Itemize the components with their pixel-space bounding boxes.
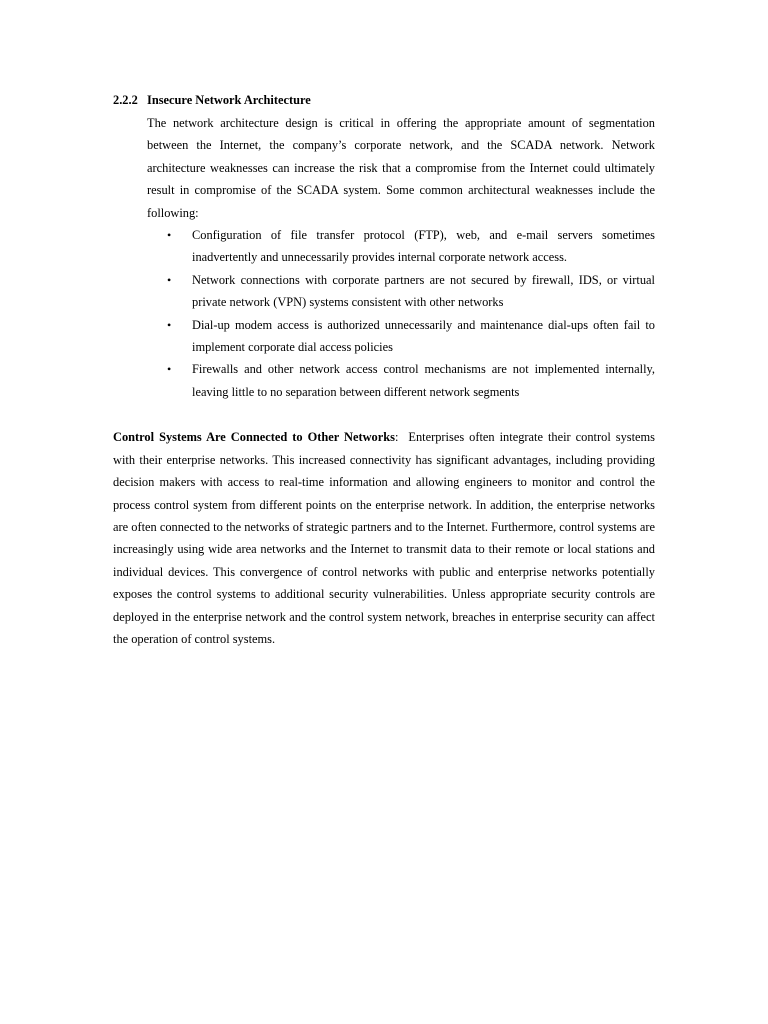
list-item-text: Firewalls and other network access control mechanisms are not implemented internally, leaving little to no separation between different network segments: [192, 362, 655, 399]
section-title: Insecure Network Architecture: [147, 93, 311, 107]
list-item-text: Configuration of file transfer protocol (FTP), web, and e-mail servers sometimes inadvertently and unnecessarily provides internal corporate network access.: [192, 228, 655, 265]
bullet-icon: •: [167, 228, 172, 243]
control-systems-paragraph: [113, 426, 655, 650]
lead-separator: :: [394, 430, 399, 445]
bullet-icon: •: [167, 317, 172, 332]
bullet-icon: •: [167, 362, 172, 377]
list-item-text: Network connections with corporate partners are not secured by firewall, IDS, or virtual private network (VPN) systems consistent with other networks: [192, 272, 655, 310]
section-number: 2.2.2: [113, 93, 138, 107]
list-item: [147, 269, 655, 314]
list-item: [147, 224, 655, 269]
weakness-list: [147, 224, 655, 403]
document-page: [113, 91, 655, 663]
list-item-text: Dial-up modem access is authorized unnecessarily and maintenance dial-ups often fail to implement corporate dial access policies: [192, 317, 655, 355]
section-body: [147, 112, 655, 403]
list-item: [147, 358, 655, 403]
control-systems-body: Enterprises often integrate their control systems with their enterprise networks. This increased connectivity has significant advantages, including providing decision makers with access to real-time information and allowing engineers to monitor and control the process control system from different points on the enterprise network. In addition, the enterprise networks are often connected to the networks of strategic partners and to the Internet. Furthermore, control systems are increasingly using wide area networks and the Internet to transmit data to their remote or local stations and individual devices. This convergence of control networks with public and enterprise networks potentially exposes the control systems to additional security vulnerabilities. Unless appropriate security controls are deployed in the enterprise network and the control system network, breaches in enterprise security can affect the operation of control systems.: [113, 430, 656, 646]
bullet-icon: •: [167, 272, 172, 287]
list-item: [147, 314, 655, 359]
intro-paragraph: The network architecture design is critical in offering the appropriate amount of segmentation between the Internet, the company’s corporate network, and the SCADA network. Network architecture weaknesses can increase the risk that a compromise from the Internet could ultimately result in compromise of the SCADA system. Some common architectural weaknesses include the following:: [147, 116, 655, 220]
section-heading: [113, 91, 655, 109]
control-systems-lead: Control Systems Are Connected to Other Networks: [113, 430, 395, 445]
